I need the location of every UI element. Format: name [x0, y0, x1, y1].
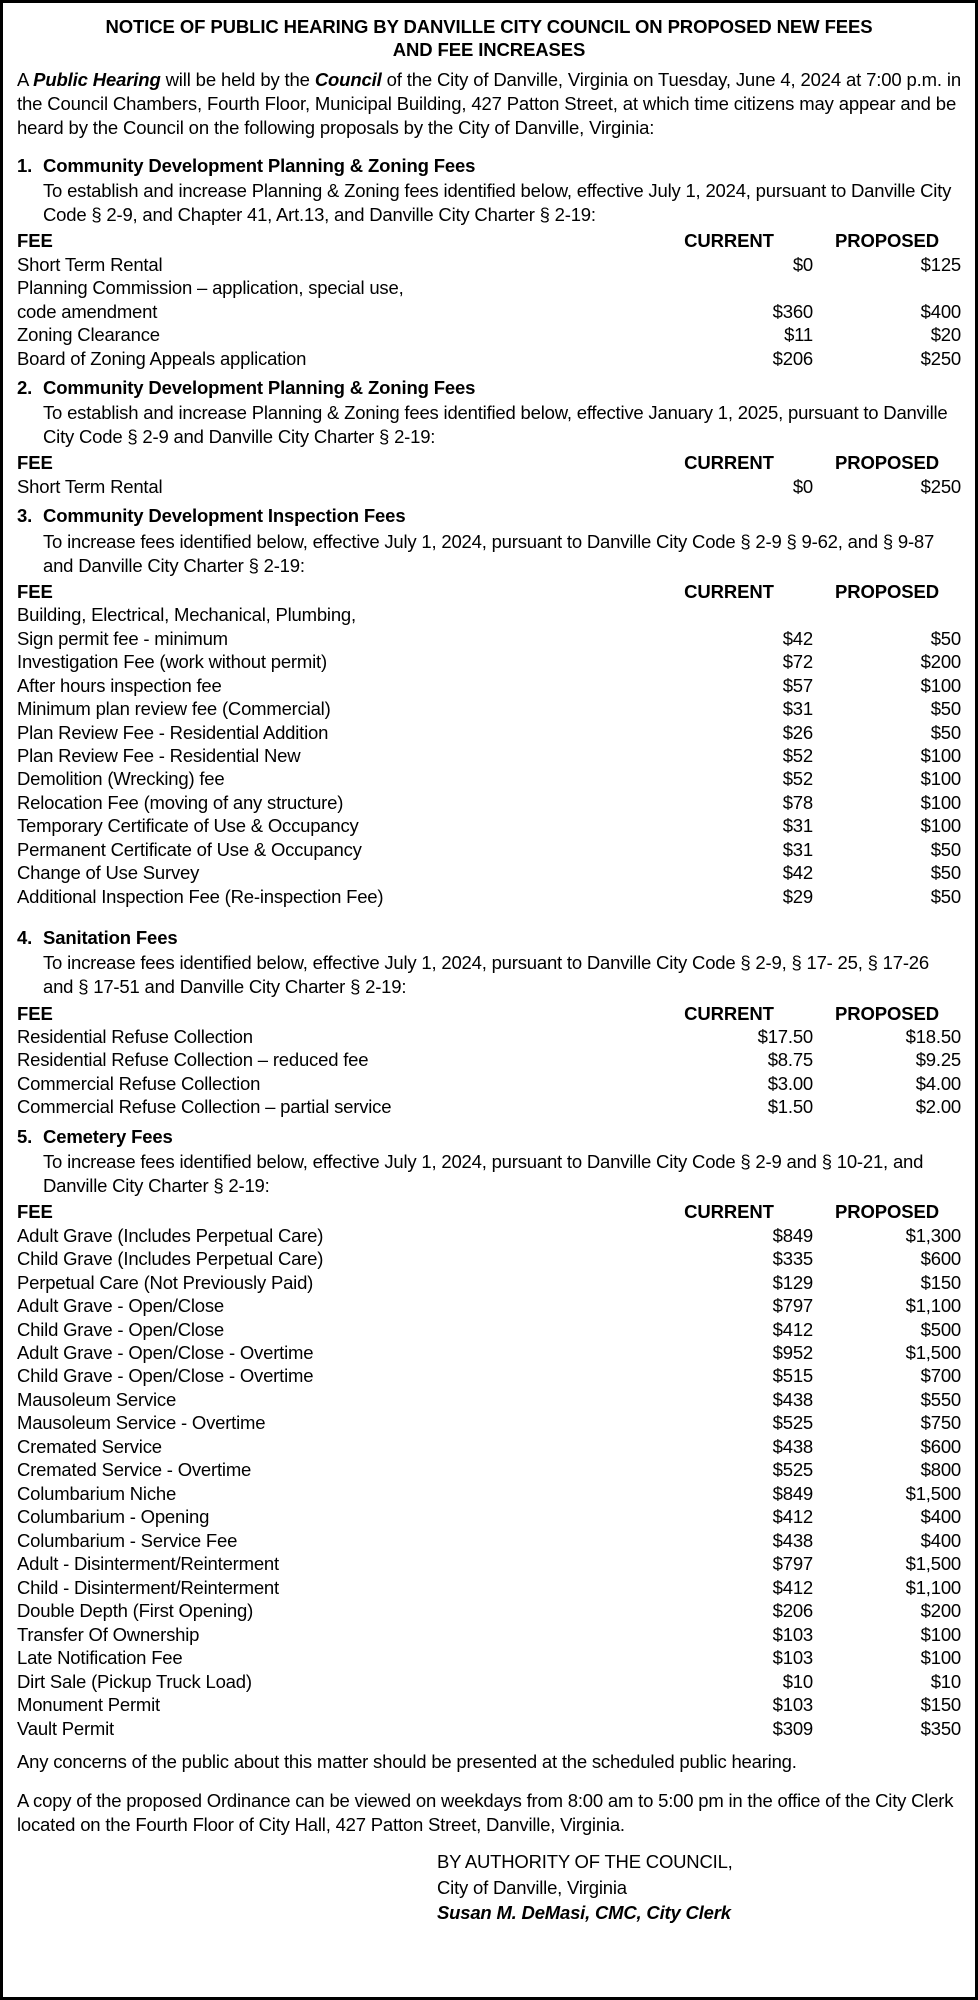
proposed-fee-cell: $50: [930, 627, 961, 649]
table-row: [17, 1670, 961, 1693]
proposed-fee-cell: $150: [920, 1271, 961, 1293]
closing-copy-notice-text: A copy of the proposed Ordinance can be viewed on weekdays from 8:00 am to 5:00 pm in the office of the City Clerk located on the Fourth Floor of City Hall, 427 Patton Street, Danville, Virginia.: [17, 1789, 954, 1836]
fee-name-cell: code amendment: [17, 300, 158, 322]
current-fee-cell: $29: [782, 885, 813, 907]
fee-table: [17, 580, 961, 921]
table-row: [17, 1576, 961, 1599]
fee-name-cell: Child Grave - Open/Close - Overtime: [17, 1365, 314, 1387]
fee-section-heading: [17, 154, 961, 178]
fee-name-cell: Commercial Refuse Collection: [17, 1072, 261, 1094]
proposed-fee-cell: $250: [920, 347, 961, 369]
fee-section-heading: [17, 504, 961, 528]
table-row: [17, 1364, 961, 1387]
authority-line-2: City of Danville, Virginia: [437, 1876, 627, 1898]
proposed-fee-cell: $700: [920, 1365, 961, 1387]
fee-column-header: FEE: [17, 1201, 53, 1223]
table-row: [17, 1388, 961, 1411]
table-row: [17, 253, 961, 276]
fee-table: [17, 1002, 961, 1119]
proposed-fee-cell: $20: [930, 324, 961, 346]
table-row: [17, 1599, 961, 1622]
fee-section-title: Cemetery Fees: [43, 1125, 173, 1147]
proposed-fee-cell: [813, 603, 961, 626]
proposed-fee-cell: $100: [920, 744, 961, 766]
fee-column-header: FEE: [17, 230, 53, 252]
proposed-fee-cell: $100: [920, 791, 961, 813]
current-fee-cell: $103: [772, 1623, 813, 1645]
fee-name-cell: Change of Use Survey: [17, 862, 200, 884]
table-spacer-cell: [17, 908, 961, 920]
proposed-fee-cell: $350: [920, 1717, 961, 1739]
proposed-fee-cell: $50: [930, 862, 961, 884]
fee-name-cell: Mausoleum Service - Overtime: [17, 1412, 266, 1434]
proposed-fee-cell: $800: [920, 1459, 961, 1481]
fee-name-cell: Child - Disinterment/Reinterment: [17, 1576, 279, 1598]
table-row: [17, 1435, 961, 1458]
current-fee-cell: $515: [772, 1365, 813, 1387]
intro-text-c: of the City of Danville, Virginia on Tuesday, June 4, 2024 at 7:00 p.m. in the Council Chambers, Fourth Floor, Municipal Building, 427 Patton Street, at which time citizens may appear and be heard by the Council on the following proposals by the City of Danville, Virginia:: [17, 68, 961, 139]
table-row: [17, 838, 961, 861]
page-title-line-2: AND FEE INCREASES: [392, 39, 586, 61]
proposed-column-header: PROPOSED: [834, 580, 940, 602]
authority-block: [17, 1849, 961, 1924]
proposed-fee-cell: $1,500: [905, 1482, 961, 1504]
current-fee-cell: $42: [782, 862, 813, 884]
table-row: [17, 767, 961, 790]
fee-name-cell: Monument Permit: [17, 1694, 160, 1716]
fee-section-number: 1.: [17, 155, 33, 177]
current-fee-cell: $103: [772, 1694, 813, 1716]
current-fee-cell: $103: [772, 1647, 813, 1669]
current-fee-cell: $412: [772, 1318, 813, 1340]
fee-table-header-row: [17, 229, 961, 252]
fee-name-cell: Double Depth (First Opening): [17, 1600, 254, 1622]
page-title-line-1: NOTICE OF PUBLIC HEARING BY DANVILLE CITY COUNCIL ON PROPOSED NEW FEES: [105, 16, 873, 37]
fee-sections-container: [17, 154, 961, 1740]
fee-name-cell: Sign permit fee - minimum: [17, 627, 228, 649]
fee-section: [17, 504, 961, 920]
current-fee-cell: $412: [772, 1506, 813, 1528]
proposed-fee-cell: $100: [920, 768, 961, 790]
fee-table-header-row: [17, 1200, 961, 1223]
proposed-fee-cell: $4.00: [915, 1072, 961, 1094]
current-fee-cell: $438: [772, 1529, 813, 1551]
current-fee-cell: $525: [772, 1459, 813, 1481]
fee-name-cell: Residential Refuse Collection: [17, 1026, 253, 1047]
proposed-fee-cell: $100: [920, 1623, 961, 1645]
current-fee-cell: $8.75: [767, 1049, 813, 1071]
fee-name-cell: Permanent Certificate of Use & Occupancy: [17, 838, 362, 860]
proposed-fee-cell: $400: [920, 1529, 961, 1551]
table-row: [17, 1646, 961, 1669]
current-fee-cell: $797: [772, 1295, 813, 1317]
proposed-fee-cell: $100: [920, 1647, 961, 1669]
table-row: [17, 475, 961, 498]
fee-section-description: To increase fees identified below, effective July 1, 2024, pursuant to Danville City Code § 2-9, § 17- 25, § 17-26 and § 17-51 and Danville City Charter § 2-19:: [43, 952, 929, 998]
current-column-header: CURRENT: [684, 580, 774, 602]
current-fee-cell: $72: [782, 651, 813, 673]
current-fee-cell: $797: [772, 1553, 813, 1575]
proposed-fee-cell: $750: [920, 1412, 961, 1434]
table-spacer-row: [17, 908, 961, 920]
proposed-fee-cell: $1,100: [905, 1295, 961, 1317]
intro-text-b: will be held by the: [160, 68, 315, 90]
proposed-fee-cell: $500: [920, 1318, 961, 1340]
current-fee-cell: [645, 276, 813, 299]
table-row: [17, 814, 961, 837]
proposed-fee-cell: $125: [920, 253, 961, 275]
table-row: [17, 323, 961, 346]
table-row: [17, 1271, 961, 1294]
fee-name-cell: Columbarium Niche: [17, 1482, 177, 1504]
fee-section-number: 2.: [17, 377, 33, 399]
fee-section-title: Community Development Planning & Zoning Fees: [43, 155, 476, 177]
current-column-header: CURRENT: [684, 1002, 774, 1024]
proposed-column-header: PROPOSED: [834, 230, 940, 252]
fee-column-header: FEE: [17, 580, 53, 602]
proposed-fee-cell: $1,500: [905, 1341, 961, 1363]
fee-name-cell: Adult Grave (Includes Perpetual Care): [17, 1224, 324, 1246]
table-row: [17, 1482, 961, 1505]
fee-name-cell: Adult Grave - Open/Close - Overtime: [17, 1341, 314, 1363]
current-column-header: CURRENT: [684, 230, 774, 252]
fee-section-description: To establish and increase Planning & Zoning fees identified below, effective July 1, 2024, pursuant to Danville City Code § 2-9, and Chapter 41, Art.13, and Danville City Charter § 2-19:: [43, 180, 952, 226]
table-row: [17, 1341, 961, 1364]
fee-name-cell: Adult Grave - Open/Close: [17, 1295, 225, 1317]
current-fee-cell: $0: [792, 475, 813, 497]
table-row: [17, 1294, 961, 1317]
table-row: [17, 1505, 961, 1528]
fee-section-heading: [17, 1125, 961, 1149]
fee-section-description: To increase fees identified below, effective July 1, 2024, pursuant to Danville City Code § 2-9 § 9-62, and § 9-87 and Danville City Charter § 2-19:: [43, 530, 935, 576]
fee-name-cell: Commercial Refuse Collection – partial service: [17, 1096, 392, 1118]
fee-section-title: Community Development Inspection Fees: [43, 505, 406, 527]
intro-council-emphasis: Council: [314, 68, 382, 90]
fee-name-cell: Building, Electrical, Mechanical, Plumbing,: [17, 604, 356, 626]
current-fee-cell: $412: [772, 1576, 813, 1598]
intro-public-hearing-emphasis: Public Hearing: [33, 68, 161, 90]
table-row: [17, 1247, 961, 1270]
fee-section-title: Sanitation Fees: [43, 927, 178, 949]
fee-name-cell: Short Term Rental: [17, 475, 163, 497]
proposed-fee-cell: $9.25: [915, 1049, 961, 1071]
table-row: [17, 697, 961, 720]
proposed-fee-cell: $400: [920, 1506, 961, 1528]
table-row: [17, 861, 961, 884]
fee-name-cell: Planning Commission – application, special use,: [17, 277, 404, 299]
table-row: [17, 650, 961, 673]
current-fee-cell: $206: [772, 347, 813, 369]
fee-section-description: To increase fees identified below, effective July 1, 2024, pursuant to Danville City Code § 2-9 and § 10-21, and Danville City Charter § 2-19:: [43, 1150, 924, 1197]
table-row: [17, 1411, 961, 1434]
fee-section-number: 5.: [17, 1125, 33, 1147]
fee-section: [17, 376, 961, 498]
fee-name-cell: Late Notification Fee: [17, 1647, 183, 1669]
proposed-fee-cell: $600: [920, 1435, 961, 1457]
table-row: [17, 300, 961, 323]
proposed-fee-cell: $600: [920, 1248, 961, 1270]
fee-section-heading: [17, 376, 961, 400]
table-row: [17, 885, 961, 908]
fee-name-cell: Temporary Certificate of Use & Occupancy: [17, 815, 359, 837]
fee-table: [17, 451, 961, 498]
fee-name-cell: Plan Review Fee - Residential Addition: [17, 721, 329, 743]
current-fee-cell: $31: [782, 698, 813, 720]
fee-name-cell: Adult - Disinterment/Reinterment: [17, 1553, 279, 1575]
fee-name-cell: Columbarium - Opening: [17, 1506, 210, 1528]
current-fee-cell: $309: [772, 1717, 813, 1739]
fee-name-cell: Vault Permit: [17, 1717, 114, 1739]
table-row: [17, 1025, 961, 1048]
fee-name-cell: Additional Inspection Fee (Re-inspection Fee): [17, 885, 384, 907]
current-fee-cell: $849: [772, 1482, 813, 1504]
fee-name-cell: Perpetual Care (Not Previously Paid): [17, 1271, 314, 1293]
proposed-fee-cell: $2.00: [915, 1096, 961, 1118]
current-fee-cell: $952: [772, 1341, 813, 1363]
table-row: [17, 1318, 961, 1341]
proposed-fee-cell: $150: [920, 1694, 961, 1716]
fee-section: [17, 926, 961, 1119]
proposed-fee-cell: $550: [920, 1388, 961, 1410]
fee-table-header-row: [17, 580, 961, 603]
fee-section-description: To establish and increase Planning & Zoning fees identified below, effective January 1, 2025, pursuant to Danville City Code § 2-9 and Danville City Charter § 2-19:: [43, 402, 948, 448]
current-fee-cell: $3.00: [767, 1072, 813, 1094]
current-fee-cell: $26: [782, 721, 813, 743]
current-fee-cell: $849: [772, 1224, 813, 1246]
fee-column-header: FEE: [17, 1002, 53, 1024]
fee-name-cell: Short Term Rental: [17, 253, 163, 275]
page-title: [17, 15, 961, 62]
table-row: [17, 1693, 961, 1716]
fee-section-title: Community Development Planning & Zoning Fees: [43, 377, 476, 399]
table-row: [17, 1529, 961, 1552]
proposed-fee-cell: $100: [920, 815, 961, 837]
fee-name-cell: Dirt Sale (Pickup Truck Load): [17, 1670, 252, 1692]
table-row: [17, 1095, 961, 1118]
proposed-fee-cell: $50: [930, 838, 961, 860]
table-row: [17, 603, 961, 626]
fee-table-header-row: [17, 451, 961, 474]
proposed-column-header: PROPOSED: [834, 1201, 940, 1223]
current-fee-cell: $31: [782, 838, 813, 860]
table-row: [17, 1552, 961, 1575]
table-row: [17, 1072, 961, 1095]
proposed-fee-cell: $1,300: [905, 1224, 961, 1246]
fee-name-cell: Cremated Service - Overtime: [17, 1459, 252, 1481]
current-fee-cell: $17.50: [757, 1026, 813, 1047]
fee-table-header-row: [17, 1002, 961, 1025]
current-fee-cell: $31: [782, 815, 813, 837]
current-fee-cell: $129: [772, 1271, 813, 1293]
proposed-fee-cell: $50: [930, 885, 961, 907]
fee-name-cell: Board of Zoning Appeals application: [17, 347, 307, 369]
authority-line-1: BY AUTHORITY OF THE COUNCIL,: [437, 1851, 733, 1873]
current-fee-cell: $78: [782, 791, 813, 813]
fee-name-cell: Child Grave (Includes Perpetual Care): [17, 1248, 324, 1270]
fee-section: [17, 154, 961, 370]
fee-section: [17, 1125, 961, 1740]
proposed-fee-cell: [813, 276, 961, 299]
fee-name-cell: Demolition (Wrecking) fee: [17, 768, 225, 790]
table-row: [17, 347, 961, 370]
proposed-column-header: PROPOSED: [834, 1002, 940, 1024]
table-row: [17, 1224, 961, 1247]
proposed-fee-cell: $10: [930, 1670, 961, 1692]
proposed-fee-cell: $200: [920, 651, 961, 673]
fee-name-cell: Columbarium - Service Fee: [17, 1529, 238, 1551]
fee-name-cell: Zoning Clearance: [17, 324, 160, 346]
proposed-fee-cell: $50: [930, 721, 961, 743]
current-fee-cell: [645, 603, 813, 626]
proposed-fee-cell: $50: [930, 698, 961, 720]
proposed-fee-cell: $400: [920, 300, 961, 322]
fee-name-cell: Relocation Fee (moving of any structure): [17, 791, 344, 813]
fee-section-number: 3.: [17, 505, 33, 527]
fee-name-cell: Investigation Fee (work without permit): [17, 651, 327, 673]
table-row: [17, 791, 961, 814]
table-row: [17, 627, 961, 650]
fee-name-cell: Transfer Of Ownership: [17, 1623, 200, 1645]
fee-name-cell: Mausoleum Service: [17, 1388, 177, 1410]
table-row: [17, 1623, 961, 1646]
proposed-fee-cell: $100: [920, 674, 961, 696]
fee-column-header: FEE: [17, 452, 53, 474]
proposed-column-header: PROPOSED: [834, 452, 940, 474]
table-row: [17, 744, 961, 767]
current-fee-cell: $438: [772, 1435, 813, 1457]
table-row: [17, 1048, 961, 1071]
current-fee-cell: $335: [772, 1248, 813, 1270]
proposed-fee-cell: $18.50: [905, 1026, 961, 1047]
current-column-header: CURRENT: [684, 452, 774, 474]
fee-section-heading: [17, 926, 961, 950]
fee-name-cell: After hours inspection fee: [17, 674, 222, 696]
fee-section-number: 4.: [17, 927, 33, 949]
current-fee-cell: $10: [782, 1670, 813, 1692]
fee-name-cell: Residential Refuse Collection – reduced fee: [17, 1049, 369, 1071]
proposed-fee-cell: $1,100: [905, 1576, 961, 1598]
city-clerk-signature: Susan M. DeMasi, CMC, City Clerk: [437, 1901, 731, 1923]
fee-name-cell: Child Grave - Open/Close: [17, 1318, 225, 1340]
current-column-header: CURRENT: [684, 1201, 774, 1223]
table-row: [17, 721, 961, 744]
fee-name-cell: Minimum plan review fee (Commercial): [17, 698, 331, 720]
current-fee-cell: $42: [782, 627, 813, 649]
current-fee-cell: $0: [792, 253, 813, 275]
proposed-fee-cell: $250: [920, 475, 961, 497]
intro-paragraph: [17, 68, 961, 141]
proposed-fee-cell: $200: [920, 1600, 961, 1622]
current-fee-cell: $438: [772, 1388, 813, 1410]
fee-table: [17, 229, 961, 370]
fee-name-cell: Plan Review Fee - Residential New: [17, 744, 301, 766]
table-row: [17, 674, 961, 697]
current-fee-cell: $206: [772, 1600, 813, 1622]
proposed-fee-cell: $1,500: [905, 1553, 961, 1575]
table-row: [17, 1458, 961, 1481]
current-fee-cell: $52: [782, 744, 813, 766]
current-fee-cell: $525: [772, 1412, 813, 1434]
current-fee-cell: $57: [782, 674, 813, 696]
closing-concerns-text: Any concerns of the public about this matter should be presented at the scheduled public hearing.: [17, 1751, 797, 1773]
intro-text-a: A: [17, 68, 34, 90]
table-row: [17, 276, 961, 299]
fee-table: [17, 1200, 961, 1740]
current-fee-cell: $52: [782, 768, 813, 790]
current-fee-cell: $11: [784, 324, 813, 346]
current-fee-cell: $1.50: [767, 1096, 813, 1118]
current-fee-cell: $360: [772, 300, 813, 322]
table-row: [17, 1717, 961, 1740]
fee-name-cell: Cremated Service: [17, 1435, 162, 1457]
